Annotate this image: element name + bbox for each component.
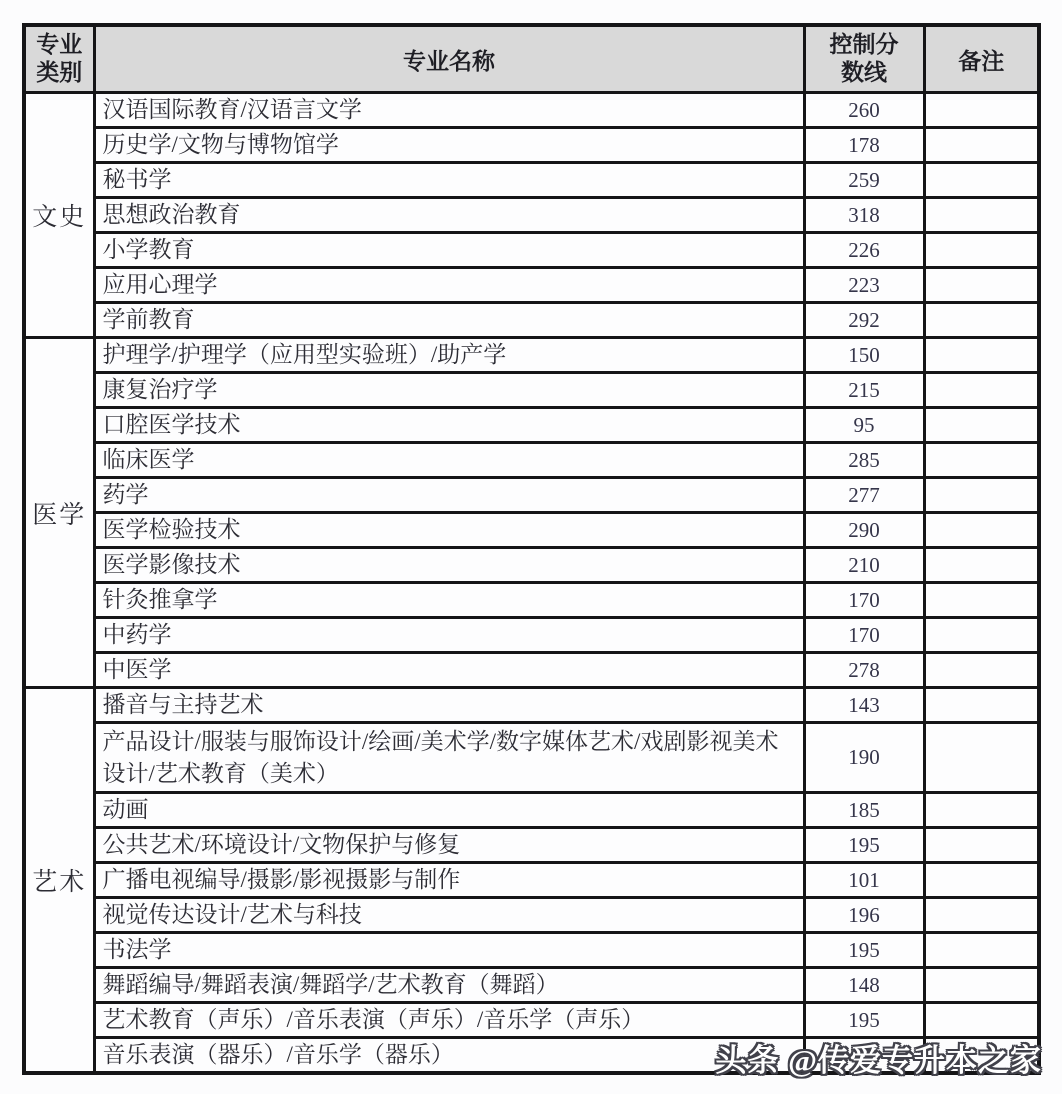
score-cell: 210: [804, 548, 924, 583]
score-cell: 143: [804, 688, 924, 723]
table-row: [24, 933, 1039, 968]
score-cell: 223: [804, 268, 924, 303]
remark-cell: [924, 863, 1039, 898]
table-row: [24, 233, 1039, 268]
header-score-line: [804, 25, 924, 93]
table-row: [24, 373, 1039, 408]
major-name-cell: 中药学: [94, 618, 804, 653]
major-name-cell: 秘书学: [94, 163, 804, 198]
table-row: [24, 1003, 1039, 1038]
header-major-name: 专业名称: [94, 25, 804, 93]
major-name-cell: 学前教育: [94, 303, 804, 338]
score-cell: 195: [804, 828, 924, 863]
remark-cell: [924, 933, 1039, 968]
score-cell: 318: [804, 198, 924, 233]
score-cell: 95: [804, 408, 924, 443]
category-cell-yishu: 艺术: [24, 688, 94, 1073]
remark-cell: [924, 1003, 1039, 1038]
score-cell: 278: [804, 653, 924, 688]
header-score-line2: 数线: [841, 60, 887, 85]
major-name-cell: 口腔医学技术: [94, 408, 804, 443]
major-name-cell: 应用心理学: [94, 268, 804, 303]
score-cell: 190: [804, 723, 924, 793]
major-name-cell: 小学教育: [94, 233, 804, 268]
table-row: [24, 478, 1039, 513]
score-cell: 195: [804, 933, 924, 968]
score-cell: 196: [804, 898, 924, 933]
category-cell-wenshi: 文史: [24, 93, 94, 338]
header-category-line2: 类别: [36, 60, 83, 85]
major-name-cell: 视觉传达设计/艺术与科技: [94, 898, 804, 933]
remark-cell: [924, 898, 1039, 933]
table-row: [24, 548, 1039, 583]
major-name-cell: 针灸推拿学: [94, 583, 804, 618]
remark-cell: [924, 513, 1039, 548]
table-row: [24, 863, 1039, 898]
table-row: [24, 163, 1039, 198]
remark-cell: [924, 583, 1039, 618]
major-name-cell: 音乐表演（器乐）/音乐学（器乐）: [94, 1038, 804, 1073]
remark-cell: [924, 128, 1039, 163]
remark-cell: [924, 233, 1039, 268]
major-name-cell: 中医学: [94, 653, 804, 688]
remark-cell: [924, 828, 1039, 863]
remark-cell: [924, 163, 1039, 198]
score-cell: 170: [804, 583, 924, 618]
table-row: [24, 443, 1039, 478]
score-cell: 292: [804, 303, 924, 338]
category-cell-yixue: 医学: [24, 338, 94, 688]
table-row: [24, 583, 1039, 618]
major-name-cell: 公共艺术/环境设计/文物保护与修复: [94, 828, 804, 863]
major-name-cell: 康复治疗学: [94, 373, 804, 408]
table-header: [24, 25, 1039, 93]
major-name-cell: 广播电视编导/摄影/影视摄影与制作: [94, 863, 804, 898]
major-name-cell: 动画: [94, 793, 804, 828]
score-cell: 259: [804, 163, 924, 198]
score-table: [22, 23, 1041, 1075]
remark-cell: [924, 548, 1039, 583]
table-row: [24, 93, 1039, 128]
score-cell: 185: [804, 793, 924, 828]
remark-cell: [924, 968, 1039, 1003]
remark-cell: [924, 198, 1039, 233]
score-cell: 290: [804, 513, 924, 548]
remark-cell: [924, 303, 1039, 338]
table-row: [24, 723, 1039, 793]
remark-cell: [924, 443, 1039, 478]
major-name-cell: 产品设计/服装与服饰设计/绘画/美术学/数字媒体艺术/戏剧影视美术设计/艺术教育（美术）: [94, 723, 804, 793]
major-name-cell: 思想政治教育: [94, 198, 804, 233]
table-row: [24, 828, 1039, 863]
header-score-line1: 控制分: [829, 32, 899, 58]
major-name-cell: 临床医学: [94, 443, 804, 478]
remark-cell: [924, 723, 1039, 793]
score-cell: 178: [804, 128, 924, 163]
remark-cell: [924, 408, 1039, 443]
table-row: [24, 303, 1039, 338]
header-row: [24, 25, 1039, 93]
table-row: [24, 688, 1039, 723]
table-row: [24, 268, 1039, 303]
table-row: [24, 793, 1039, 828]
major-name-cell: 药学: [94, 478, 804, 513]
table-row: [24, 338, 1039, 373]
major-name-cell: 舞蹈编导/舞蹈表演/舞蹈学/艺术教育（舞蹈）: [94, 968, 804, 1003]
major-name-cell: 历史学/文物与博物馆学: [94, 128, 804, 163]
major-name-cell: 汉语国际教育/汉语言文学: [94, 93, 804, 128]
table-row: [24, 408, 1039, 443]
major-name-cell: 医学影像技术: [94, 548, 804, 583]
score-cell: 101: [804, 863, 924, 898]
remark-cell: [924, 478, 1039, 513]
score-cell: 285: [804, 443, 924, 478]
header-remark: 备注: [924, 25, 1039, 93]
remark-cell: [924, 93, 1039, 128]
score-cell: 150: [804, 338, 924, 373]
score-cell: 226: [804, 233, 924, 268]
remark-cell: [924, 793, 1039, 828]
table-row: [24, 898, 1039, 933]
table-row: [24, 198, 1039, 233]
score-cell: 260: [804, 93, 924, 128]
header-category: [24, 25, 94, 93]
score-cell: 215: [804, 373, 924, 408]
score-cell: 148: [804, 968, 924, 1003]
remark-cell: [924, 618, 1039, 653]
table-row: [24, 968, 1039, 1003]
toutiao-watermark: 头条 @传爱专升本之家: [715, 1043, 1042, 1078]
score-cell: 170: [804, 618, 924, 653]
header-category-line1: 专业: [36, 32, 83, 58]
remark-cell: [924, 653, 1039, 688]
major-name-cell: 播音与主持艺术: [94, 688, 804, 723]
table-row: [24, 618, 1039, 653]
score-cell: 195: [804, 1003, 924, 1038]
major-name-cell: 书法学: [94, 933, 804, 968]
table-row: [24, 513, 1039, 548]
major-name-cell: 护理学/护理学（应用型实验班）/助产学: [94, 338, 804, 373]
table-row: [24, 128, 1039, 163]
table-body: [24, 93, 1039, 1073]
major-name-cell: 医学检验技术: [94, 513, 804, 548]
remark-cell: [924, 268, 1039, 303]
remark-cell: [924, 688, 1039, 723]
remark-cell: [924, 338, 1039, 373]
table-row: [24, 653, 1039, 688]
remark-cell: [924, 373, 1039, 408]
score-cell: 277: [804, 478, 924, 513]
major-name-cell: 艺术教育（声乐）/音乐表演（声乐）/音乐学（声乐）: [94, 1003, 804, 1038]
